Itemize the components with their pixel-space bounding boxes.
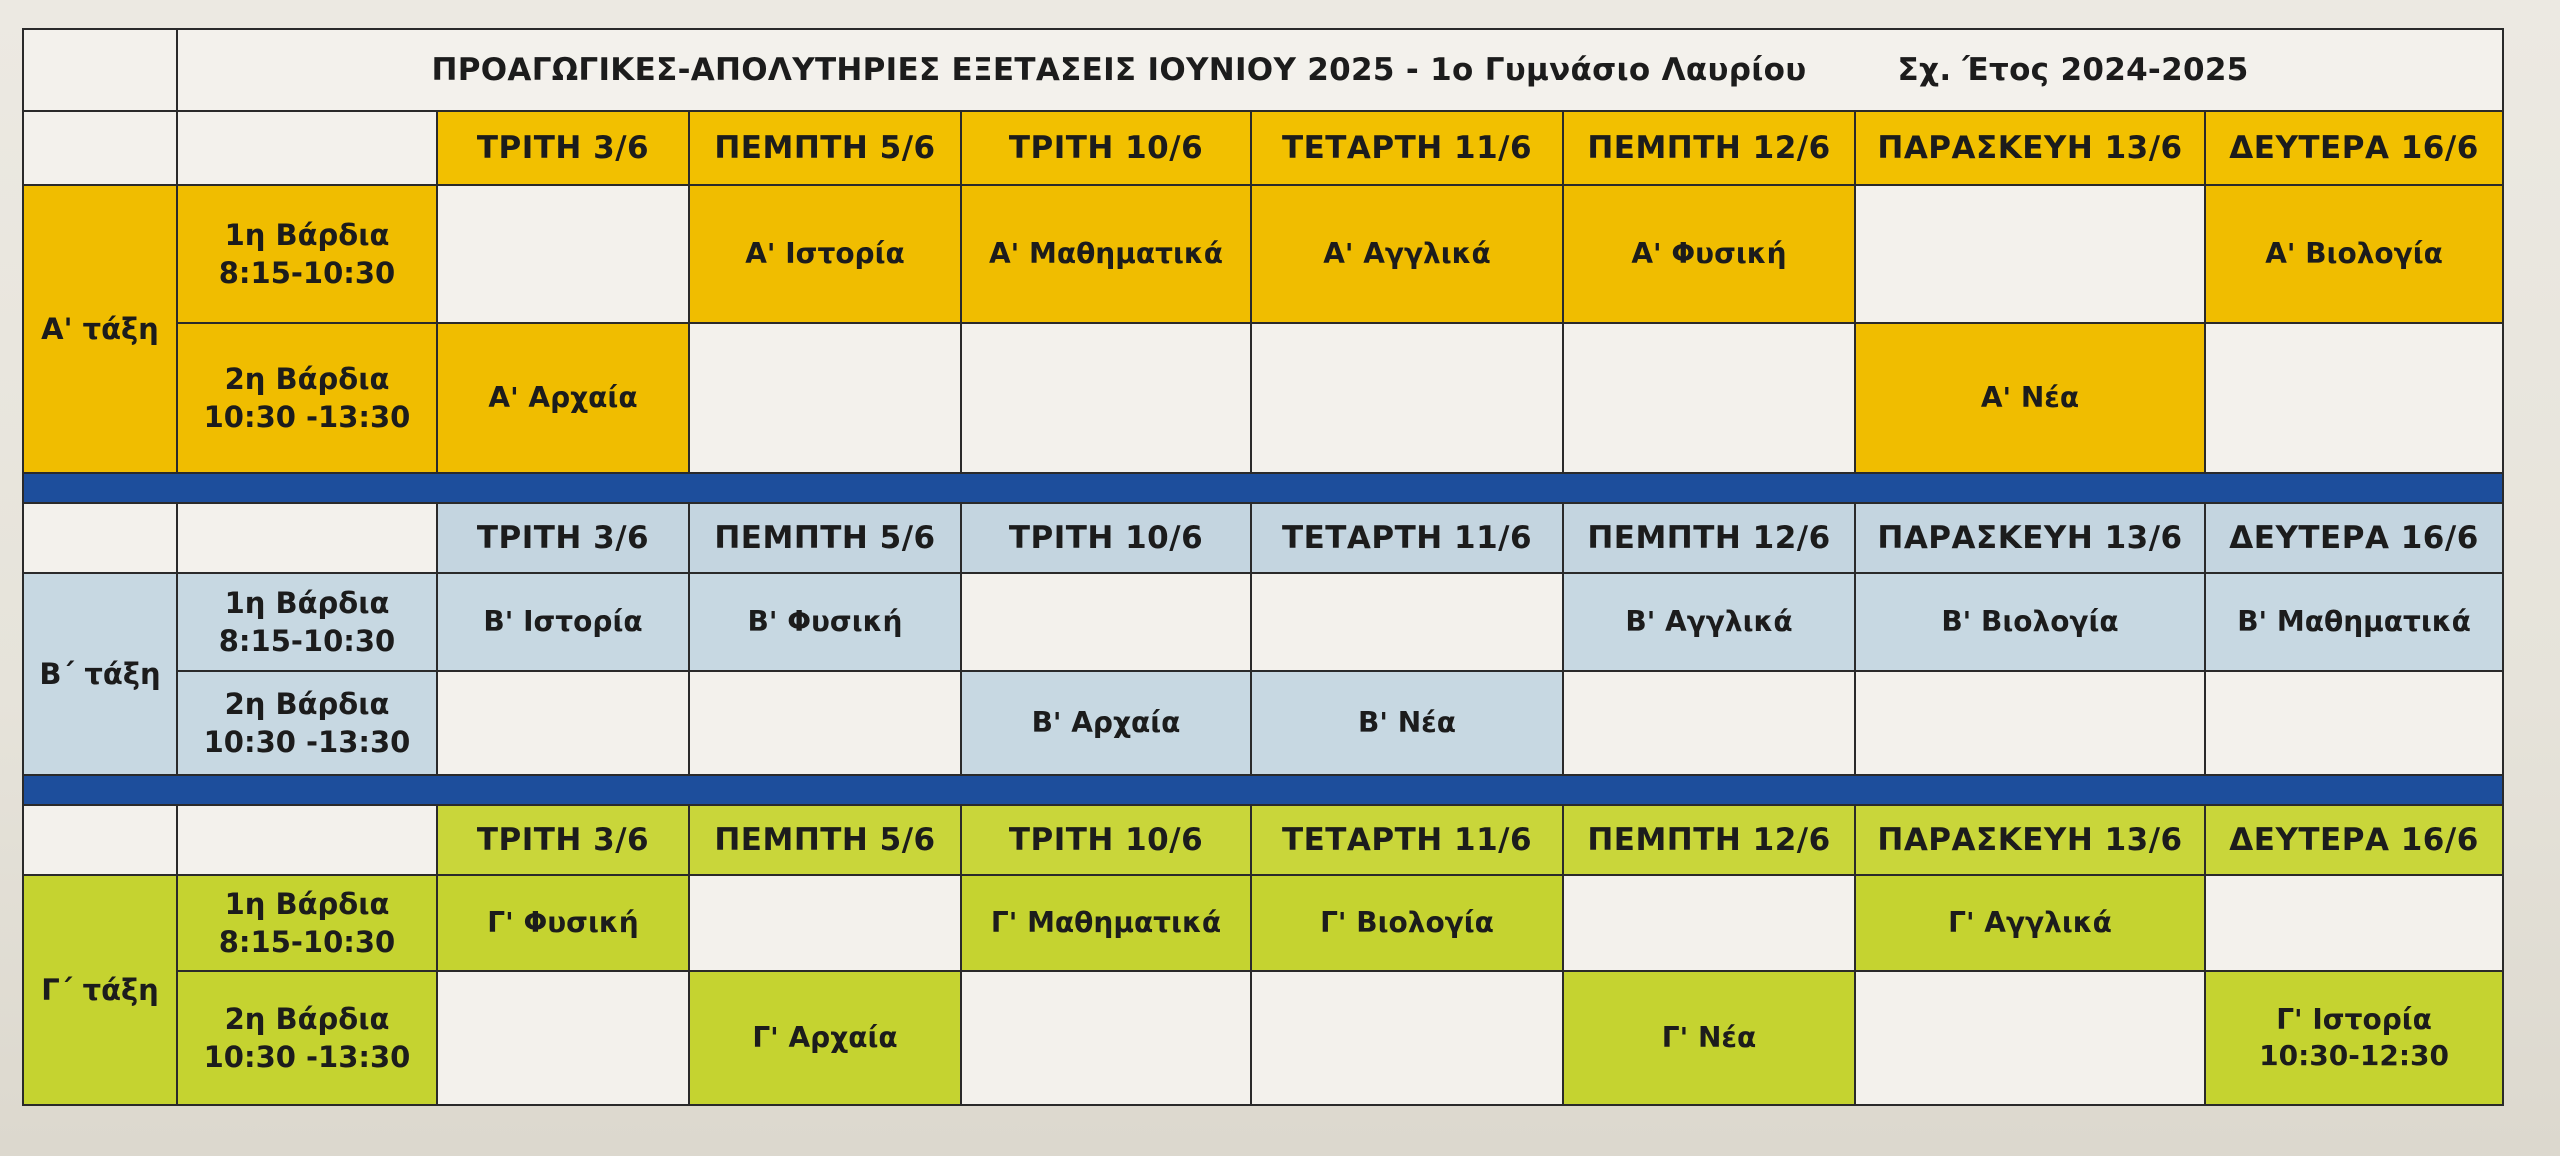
exam-cell — [2205, 875, 2503, 971]
shift-name: 1η Βάρδια — [224, 586, 390, 620]
day-header: ΠΑΡΑΣΚΕΥΗ 13/6 — [1855, 111, 2205, 185]
day-header: ΠΑΡΑΣΚΕΥΗ 13/6 — [1855, 805, 2205, 875]
day-header: ΠΕΜΠΤΗ 12/6 — [1563, 805, 1855, 875]
exam-cell — [1563, 323, 1855, 473]
exam-cell: Β' Μαθηματικά — [2205, 573, 2503, 671]
day-header: ΠΑΡΑΣΚΕΥΗ 13/6 — [1855, 503, 2205, 573]
exam-cell: Β' Αγγλικά — [1563, 573, 1855, 671]
day-header: ΠΕΜΠΤΗ 5/6 — [689, 805, 961, 875]
header-blank — [177, 111, 437, 185]
shift-label — [177, 671, 437, 775]
day-header: ΤΡΙΤΗ 10/6 — [961, 805, 1251, 875]
shift-name: 1η Βάρδια — [224, 218, 390, 252]
corner-cell — [23, 29, 177, 111]
exam-cell — [2205, 671, 2503, 775]
header-blank — [23, 805, 177, 875]
shift-label — [177, 573, 437, 671]
exam-schedule-table — [22, 28, 2504, 1106]
exam-cell: Γ' Μαθηματικά — [961, 875, 1251, 971]
day-header: ΠΕΜΠΤΗ 12/6 — [1563, 503, 1855, 573]
shift-name: 2η Βάρδια — [224, 362, 390, 396]
separator-bar — [23, 473, 2503, 503]
exam-cell: Γ' Φυσική — [437, 875, 689, 971]
school-year: Σχ. Έτος 2024-2025 — [1897, 52, 2249, 88]
exam-cell: Γ' Βιολογία — [1251, 875, 1563, 971]
exam-cell — [1251, 573, 1563, 671]
exam-cell — [961, 323, 1251, 473]
day-header: ΔΕΥΤΕΡΑ 16/6 — [2205, 503, 2503, 573]
exam-cell — [1251, 971, 1563, 1105]
exam-cell — [1251, 323, 1563, 473]
exam-cell: Β' Ιστορία — [437, 573, 689, 671]
shift-label — [177, 971, 437, 1105]
exam-cell — [961, 573, 1251, 671]
shift-time: 8:15-10:30 — [218, 256, 396, 290]
day-header: ΔΕΥΤΕΡΑ 16/6 — [2205, 111, 2503, 185]
exam-cell: Α' Νέα — [1855, 323, 2205, 473]
exam-subject: Γ' Ιστορία — [2276, 1003, 2432, 1036]
day-header: ΤΕΤΑΡΤΗ 11/6 — [1251, 503, 1563, 573]
grade-label: Γ΄ τάξη — [23, 875, 177, 1105]
exam-cell: Α' Φυσική — [1563, 185, 1855, 323]
exam-cell — [437, 971, 689, 1105]
exam-cell: Γ' Αρχαία — [689, 971, 961, 1105]
exam-cell: Β' Νέα — [1251, 671, 1563, 775]
day-header: ΤΡΙΤΗ 3/6 — [437, 503, 689, 573]
exam-cell — [1855, 971, 2205, 1105]
exam-cell — [689, 323, 961, 473]
shift-label — [177, 323, 437, 473]
exam-time-note: 10:30-12:30 — [2259, 1039, 2449, 1072]
day-header: ΠΕΜΠΤΗ 12/6 — [1563, 111, 1855, 185]
page-title — [177, 29, 2503, 111]
shift-time: 8:15-10:30 — [218, 925, 396, 959]
shift-name: 2η Βάρδια — [224, 1002, 390, 1036]
day-header: ΔΕΥΤΕΡΑ 16/6 — [2205, 805, 2503, 875]
exam-cell-note — [2205, 971, 2503, 1105]
shift-name: 2η Βάρδια — [224, 687, 390, 721]
day-header: ΤΡΙΤΗ 3/6 — [437, 111, 689, 185]
exam-cell — [2205, 323, 2503, 473]
exam-cell: Γ' Νέα — [1563, 971, 1855, 1105]
exam-cell — [437, 185, 689, 323]
shift-label — [177, 875, 437, 971]
separator-bar — [23, 775, 2503, 805]
day-header: ΤΡΙΤΗ 10/6 — [961, 503, 1251, 573]
day-header: ΤΕΤΑΡΤΗ 11/6 — [1251, 111, 1563, 185]
exam-cell: Β' Αρχαία — [961, 671, 1251, 775]
exam-cell — [1855, 185, 2205, 323]
exam-cell: Α' Μαθηματικά — [961, 185, 1251, 323]
exam-cell: Β' Βιολογία — [1855, 573, 2205, 671]
exam-cell — [689, 875, 961, 971]
header-blank — [23, 111, 177, 185]
grade-label: Β΄ τάξη — [23, 573, 177, 775]
exam-cell — [961, 971, 1251, 1105]
grade-label: Α' τάξη — [23, 185, 177, 473]
exam-cell — [437, 671, 689, 775]
day-header: ΠΕΜΠΤΗ 5/6 — [689, 111, 961, 185]
shift-time: 8:15-10:30 — [218, 624, 396, 658]
exam-cell — [1563, 875, 1855, 971]
shift-label — [177, 185, 437, 323]
exam-cell: Α' Αγγλικά — [1251, 185, 1563, 323]
day-header: ΤΡΙΤΗ 10/6 — [961, 111, 1251, 185]
exam-cell: Β' Φυσική — [689, 573, 961, 671]
exam-cell: Α' Ιστορία — [689, 185, 961, 323]
shift-name: 1η Βάρδια — [224, 887, 390, 921]
exam-cell: Α' Βιολογία — [2205, 185, 2503, 323]
header-blank — [177, 503, 437, 573]
exam-cell: Γ' Αγγλικά — [1855, 875, 2205, 971]
exam-cell: Α' Αρχαία — [437, 323, 689, 473]
day-header: ΠΕΜΠΤΗ 5/6 — [689, 503, 961, 573]
header-blank — [23, 503, 177, 573]
exam-cell — [1563, 671, 1855, 775]
exam-cell — [689, 671, 961, 775]
shift-time: 10:30 -13:30 — [203, 1040, 411, 1074]
shift-time: 10:30 -13:30 — [203, 725, 411, 759]
day-header: ΤΡΙΤΗ 3/6 — [437, 805, 689, 875]
header-blank — [177, 805, 437, 875]
title-text: ΠΡΟΑΓΩΓΙΚΕΣ-ΑΠΟΛΥΤΗΡΙΕΣ ΕΞΕΤΑΣΕΙΣ ΙΟΥΝΙΟΥ 2025 - 1ο Γυμνάσιο Λαυρίου — [431, 52, 1807, 88]
shift-time: 10:30 -13:30 — [203, 400, 411, 434]
day-header: ΤΕΤΑΡΤΗ 11/6 — [1251, 805, 1563, 875]
exam-cell — [1855, 671, 2205, 775]
